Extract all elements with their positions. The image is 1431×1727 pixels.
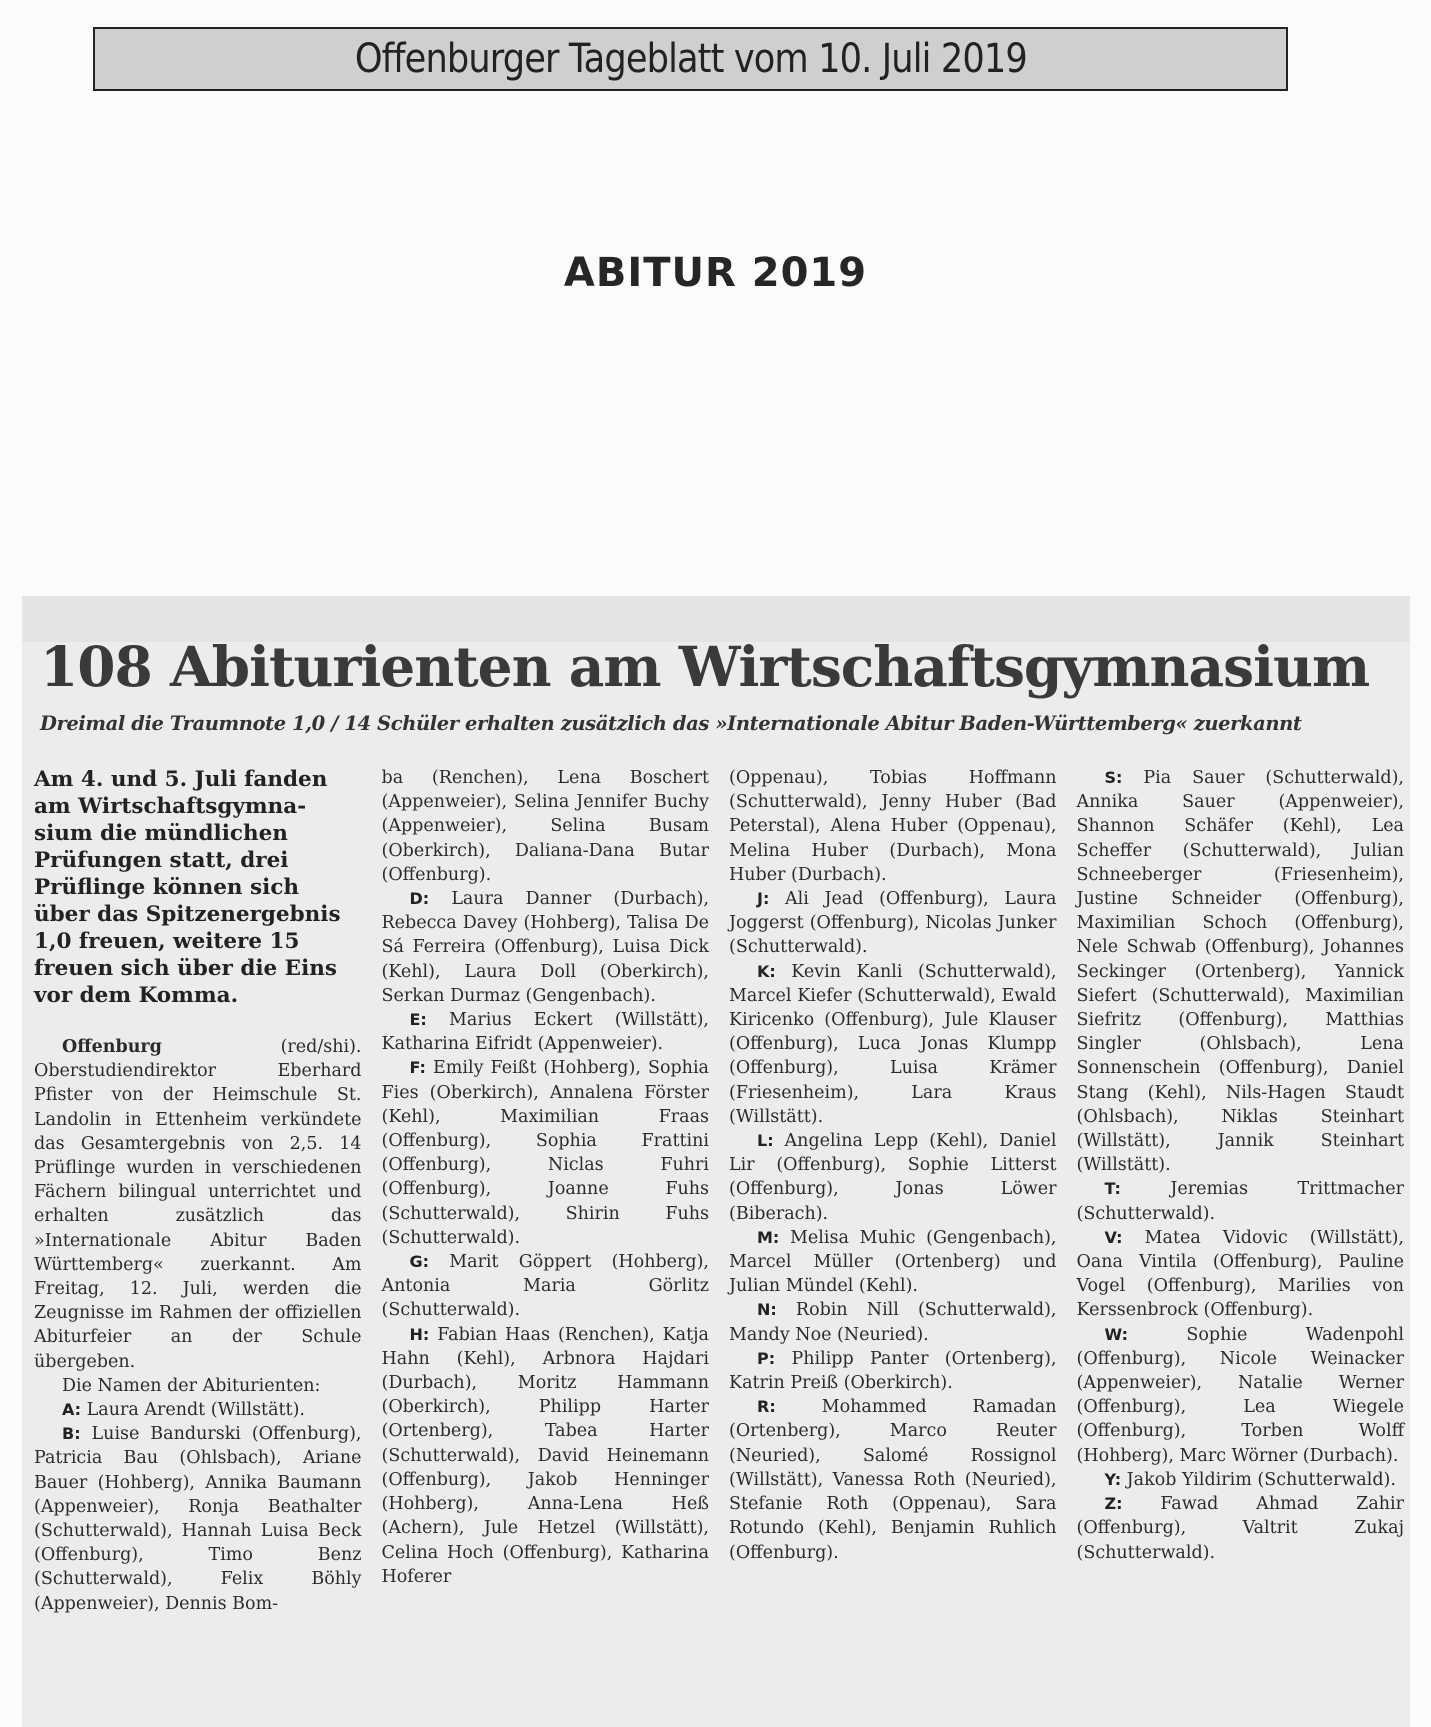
group-r-names: Mohammed Ramadan (Ortenberg), Marco Reuter (Neuried), Salomé Rossignol (Willstätt), Vanessa Roth (Neuried), Stefanie Roth (Oppenau), Sara Rotundo (Kehl), Benjamin Ruhlich (Offenburg). — [729, 1397, 1057, 1563]
letter-j: J: — [757, 889, 770, 909]
names-intro: Die Namen der Abiturienten: — [62, 1375, 321, 1396]
group-e-names: Marius Eckert (Willstätt), Katharina Eifridt (Appenweier). — [381, 1010, 709, 1055]
group-a-names: Laura Arendt (Willstätt). — [86, 1400, 305, 1421]
letter-r: R: — [757, 1397, 776, 1417]
letter-y: Y: — [1104, 1469, 1122, 1489]
group-t-names: Jeremias Trittmacher (Schutterwald). — [1076, 1179, 1404, 1224]
article-headline: 108 Abiturienten am Wirtschaftsgymnasium — [40, 634, 1370, 699]
letter-d: D: — [409, 889, 430, 909]
group-k-names: Kevin Kanli (Schutterwald), Marcel Kiefer (Schutterwald), Ewald Kiricenko (Offenburg), Jule Klauser (Offenburg), Luca Jonas Klumpp (Offenburg), Luisa Krämer (Friesenheim), Lara Kraus (Willstätt). — [729, 961, 1057, 1127]
banner-title: Offenburger Tageblatt vom 10. Juli 2019 — [354, 36, 1027, 82]
newspaper-source-banner — [93, 27, 1288, 91]
column-4 — [1077, 766, 1405, 1616]
newspaper-clipping — [22, 596, 1410, 1727]
article-subheadline: Dreimal die Traumnote 1,0 / 14 Schüler erhalten zusätzlich das »Internationale Abitur Baden-Württemberg« zuerkannt — [40, 712, 1302, 735]
group-n — [729, 1298, 1057, 1346]
group-w-names: Sophie Wadenpohl (Offenburg), Nicole Weinacker (Appenweier), Natalie Werner (Offenburg), Lea Wiegele (Offenburg), Torben Wolff (Hohberg), Marc Wörner (Durbach). — [1076, 1324, 1404, 1466]
section-title: ABITUR 2019 — [563, 250, 868, 296]
group-s-names: Pia Sauer (Schutterwald), Annika Sauer (Appenweier), Shannon Schäfer (Kehl), Lea Scheffer (Schutterwald), Julian Schneeberger (Friesenheim), Justine Schneider (Offenburg), Maximilian Schoch (Offenburg), Nele Schwab (Offenburg), Johannes Seckinger (Ortenberg), Yannick Siefert (Schutterwald), Maximilian Siefritz (Offenburg), Matthias Singler (Ohlsbach), Lena Sonnenschein (Offenburg), Daniel Stang (Kehl), Nils-Hagen Staudt (Ohlsbach), Niklas Steinhart (Willstätt), Jannik Steinhart (Willstätt). — [1076, 768, 1404, 1176]
group-w — [1077, 1323, 1405, 1468]
group-m — [729, 1226, 1057, 1299]
group-d-names: Laura Danner (Durbach), Rebecca Davey (Hohberg), Talisa De Sá Ferreira (Offenburg), Luisa Dick (Kehl), Laura Doll (Oberkirch), Serkan Durmaz (Gengenbach). — [381, 889, 709, 1006]
group-z-names: Fawad Ahmad Zahir (Offenburg), Valtrit Zukaj (Schutterwald). — [1076, 1494, 1404, 1563]
letter-e: E: — [409, 1010, 427, 1030]
letter-z: Z: — [1104, 1494, 1123, 1514]
group-v — [1077, 1226, 1405, 1323]
group-g — [382, 1250, 710, 1323]
group-k — [729, 960, 1057, 1129]
group-l — [729, 1129, 1057, 1226]
group-a — [34, 1398, 362, 1422]
group-t — [1077, 1177, 1405, 1225]
column-2 — [382, 766, 710, 1616]
group-j-names: Ali Jead (Offenburg), Laura Joggerst (Offenburg), Nicolas Junker (Schutterwald). — [729, 889, 1057, 958]
group-e — [382, 1008, 710, 1056]
group-d — [382, 887, 710, 1008]
column-1 — [34, 766, 362, 1616]
group-l-names: Angelina Lepp (Kehl), Daniel Lir (Offenburg), Sophie Litterst (Offenburg), Jonas Löwer (Biberach). — [729, 1131, 1057, 1224]
group-f-names: Emily Feißt (Hohberg), Sophia Fies (Oberkirch), Annalena Förster (Kehl), Maximilian Fraas (Offenburg), Sophia Frattini (Offenburg), Niclas Fuhri (Offenburg), Joanne Fuhs (Schutterwald), Shirin Fuhs (Schutterwald). — [381, 1058, 709, 1248]
letter-t: T: — [1104, 1179, 1121, 1199]
group-j — [729, 887, 1057, 960]
letter-k: K: — [757, 961, 776, 981]
group-p — [729, 1347, 1057, 1395]
group-s — [1077, 766, 1405, 1177]
letter-w: W: — [1104, 1324, 1129, 1344]
letter-h: H: — [409, 1324, 430, 1344]
group-f — [382, 1056, 710, 1250]
letter-a: A: — [62, 1400, 82, 1420]
group-b-continued: ba (Renchen), Lena Boschert (Appenweier), Selina Jennifer Buchy (Appenweier), Selina Busam (Oberkirch), Daliana-Dana Butar (Offenburg). — [381, 768, 709, 885]
letter-s: S: — [1104, 768, 1123, 787]
group-r — [729, 1395, 1057, 1564]
letter-p: P: — [757, 1348, 776, 1368]
letter-f: F: — [409, 1058, 426, 1078]
letter-l: L: — [757, 1131, 774, 1151]
letter-m: M: — [757, 1227, 780, 1247]
letter-v: V: — [1104, 1227, 1123, 1247]
group-b-names-part1: Luise Bandurski (Offenburg), Patricia Bau (Ohlsbach), Ariane Bauer (Hohberg), Annika Baumann (Appenweier), Ronja Beathalter (Schutterwald), Hannah Luisa Beck (Offenburg), Timo Benz (Schutterwald), Felix Böhly (Appenweier), Dennis Bom- — [34, 1424, 362, 1614]
group-h-names-part1: Fabian Haas (Renchen), Katja Hahn (Kehl), Arbnora Hajdari (Durbach), Moritz Hammann (Oberkirch), Philipp Harter (Ortenberg), Tabea Harter (Schutterwald), David Heinemann (Offenburg), Jakob Henninger (Hohberg), Anna-Lena Heß (Achern), Jule Hetzel (Willstätt), Celina Hoch (Offenburg), Katharina Hoferer — [381, 1324, 709, 1587]
article-lead: Am 4. und 5. Juli fanden am Wirtschaftsgymna-sium die mündlichen Prüfungen statt, drei Prüflinge können sich über das Spitzenergebnis 1,0 freuen, weitere 15 freuen sich über die Eins vor dem Komma. — [34, 767, 341, 1008]
body-text: (red/shi). Oberstudiendirektor Eberhard Pfister von der Heimschule St. Landolin in Ettenheim verkündete das Gesamtergebnis von 2,5. 14 Prüflinge wurden in verschiedenen Fächern bilingual unterrichtet und erhalten zusätzlich das »Internationale Abitur Baden Württemberg« zuerkannt. Am Freitag, 12. Juli, werden die Zeugnisse im Rahmen der offiziellen Abiturfeier an der Schule übergeben. — [34, 1037, 362, 1372]
group-h-continued: (Oppenau), Tobias Hoffmann (Schutterwald), Jenny Huber (Bad Peterstal), Alena Huber (Oppenau), Melina Huber (Durbach), Mona Huber (Durbach). — [729, 768, 1057, 885]
group-z — [1077, 1492, 1405, 1565]
article-columns — [34, 766, 1404, 1616]
group-h — [382, 1323, 710, 1589]
letter-n: N: — [757, 1300, 777, 1320]
group-v-names: Matea Vidovic (Willstätt), Oana Vintila (Offenburg), Pauline Vogel (Offenburg), Marilies von Kerssenbrock (Offenburg). — [1076, 1227, 1404, 1321]
group-p-names: Philipp Panter (Ortenberg), Katrin Preiß (Oberkirch). — [729, 1348, 1057, 1394]
letter-g: G: — [409, 1252, 430, 1272]
column-3 — [729, 766, 1057, 1616]
group-y — [1077, 1468, 1405, 1492]
group-g-names: Marit Göppert (Hohberg), Antonia Maria Görlitz (Schutterwald). — [381, 1252, 709, 1321]
article-body — [34, 1035, 362, 1374]
group-y-names: Jakob Yildirim (Schutterwald). — [1126, 1469, 1396, 1490]
letter-b: B: — [62, 1424, 81, 1444]
group-m-names: Melisa Muhic (Gengenbach), Marcel Müller (Ortenberg) und Julian Mündel (Kehl). — [729, 1227, 1057, 1297]
group-n-names: Robin Nill (Schutterwald), Mandy Noe (Neuried). — [729, 1300, 1057, 1345]
dateline: Offenburg — [62, 1037, 162, 1057]
group-b — [34, 1422, 362, 1616]
